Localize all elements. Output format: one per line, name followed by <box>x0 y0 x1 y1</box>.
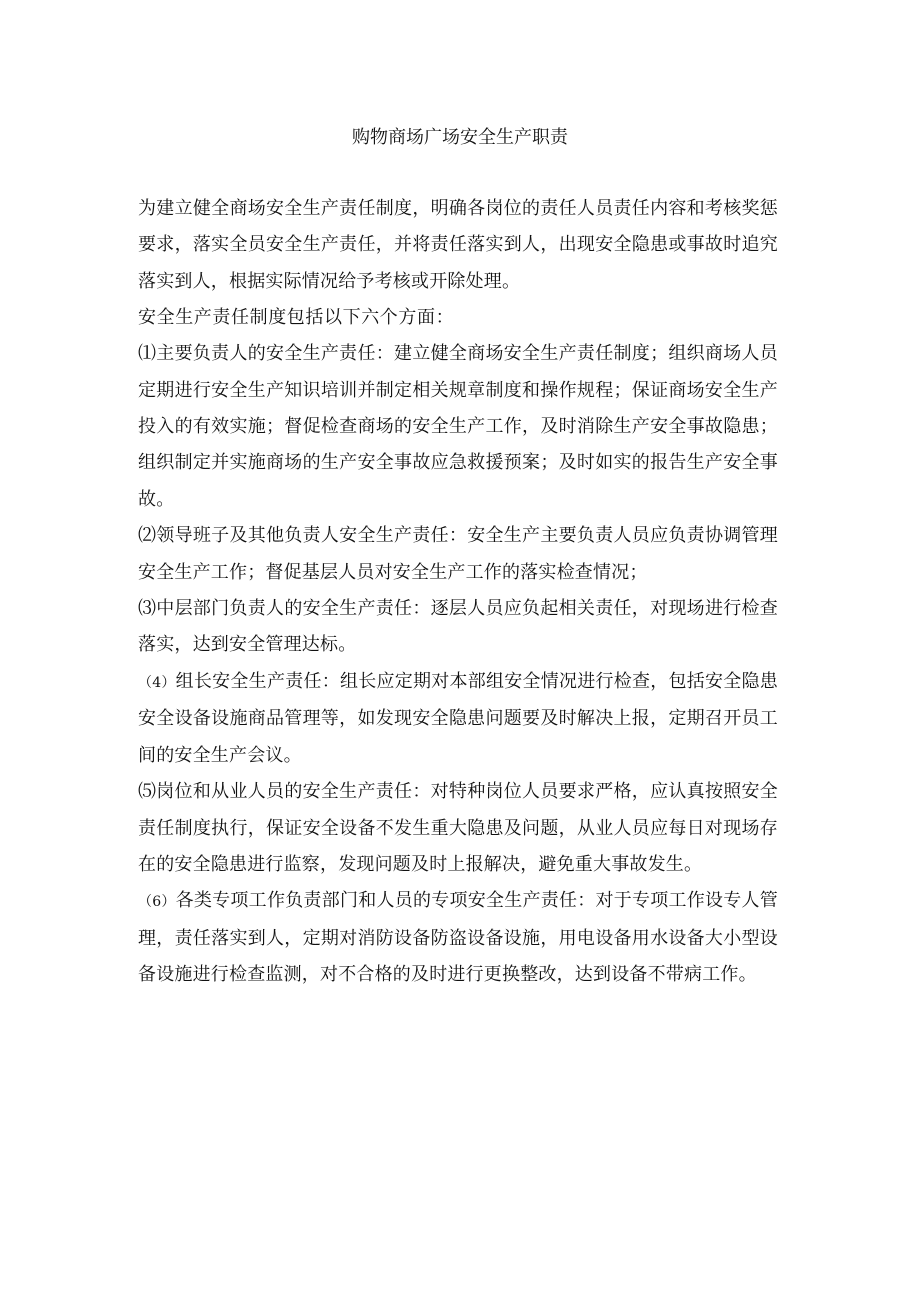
item-text: 中层部门负责人的安全生产责任：逐层人员应负起相关责任，对现场进行检查落实，达到安全管理达标。 <box>138 598 779 656</box>
list-item <box>138 774 778 883</box>
item-marker: ⑶ <box>138 598 157 620</box>
item-text: 岗位和从业人员的安全生产责任：对特种岗位人员要求严格，应认真按照安全责任制度执行，保证安全设备不发生重大隐患及问题，从业人员应每日对现场存在的安全隐患进行监察，发现问题及时上报解决，避免重大事故发生。 <box>138 781 779 875</box>
list-item <box>138 664 778 774</box>
item-marker: ⑸ <box>138 781 157 803</box>
document-body <box>138 191 778 994</box>
item-text: 主要负责人的安全生产责任：建立健全商场安全生产责任制度；组织商场人员定期进行安全生产知识培训并制定相关规章制度和操作规程；保证商场安全生产投入的有效实施；督促检查商场的安全生产工作，及时消除生产安全事故隐患；组织制定并实施商场的生产安全事故应急救援预案；及时如实的报告生产安全事故。 <box>138 343 779 510</box>
list-item <box>138 336 778 518</box>
list-item <box>138 518 778 591</box>
item-marker: ⑴ <box>138 343 157 365</box>
list-item <box>138 883 778 993</box>
item-text: 领导班子及其他负责人安全生产责任：安全生产主要负责人员应负责协调管理安全生产工作；督促基层人员对安全生产工作的落实检查情况； <box>138 525 779 583</box>
item-marker: ⑵ <box>138 525 157 547</box>
item-marker: （4） <box>138 674 176 691</box>
item-text: 组长安全生产责任：组长应定期对本部组安全情况进行检查，包括安全隐患安全设备设施商品管理等，如发现安全隐患问题要及时解决上报，定期召开员工间的安全生产会议。 <box>138 670 778 766</box>
item-marker: （6） <box>138 894 176 911</box>
section-heading: 安全生产责任制度包括以下六个方面： <box>138 307 455 329</box>
list-item <box>138 591 778 664</box>
intro-paragraph: 为建立健全商场安全生产责任制度，明确各岗位的责任人员责任内容和考核奖惩要求，落实全员安全生产责任，并将责任落实到人，出现安全隐患或事故时追究落实到人，根据实际情况给予考核或开除处理。 <box>138 198 778 292</box>
item-text: 各类专项工作负责部门和人员的专项安全生产责任：对于专项工作设专人管理，责任落实到人，定期对消防设备防盗设备设施，用电设备用水设备大小型设备设施进行检查监测，对不合格的及时进行更换整改，达到设备不带病工作。 <box>138 890 778 986</box>
page-title: 购物商场广场安全生产职责 <box>352 127 568 148</box>
